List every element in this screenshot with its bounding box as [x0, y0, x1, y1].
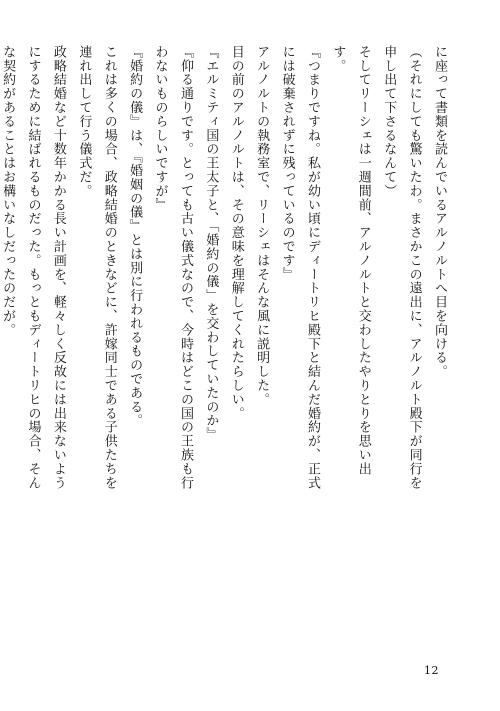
paragraph: 『エルミティ国の王太子と、「婚約の儀」を交わしていたのか』 — [203, 45, 219, 442]
paragraph: 目の前のアルノルトは、その意味を理解してくれたらしい。 — [228, 45, 244, 421]
novel-text — [0, 45, 452, 500]
paragraph: （それにしても驚いたわ。まさかこの遠出に、アルノルト殿下が同行を申し出て下さるなんて） — [381, 45, 422, 490]
paragraph: 政略結婚など十数年かかる長い計画を、軽々しく反故には出来ないようにするために結ばれるものだった。もっともディートリヒの場合、そんな契約があることはお構いなしだったのだが。 — [0, 45, 66, 490]
paragraph: 『仰る通りです。とっても古い儀式なので、今時はどこの国の王族も行わないものらしいですが』 — [152, 45, 193, 490]
paragraph: 『婚約の儀』は、『婚姻の儀』とは別に行われるものである。 — [127, 45, 143, 428]
paragraph: に座って書類を読んでいるアルノルトへ目を向ける。 — [432, 45, 447, 379]
page-number: 12 — [424, 664, 439, 677]
paragraph: 『つまりですね。私が幼い頃にディートリヒ殿下と結んだ婚約が、正式には破棄されずに残っているのです』 — [279, 45, 320, 490]
paragraph: これは多くの場合、政略結婚のときなどに、許嫁同士である子供たちを連れ出して行う儀式だ。 — [76, 45, 117, 490]
paragraph: そしてリーシェは一週間前、アルノルトと交わしたやりとりを思い出す。 — [330, 45, 371, 476]
paragraph: アルノルトの執務室で、リーシェはそんな風に説明した。 — [254, 45, 270, 407]
